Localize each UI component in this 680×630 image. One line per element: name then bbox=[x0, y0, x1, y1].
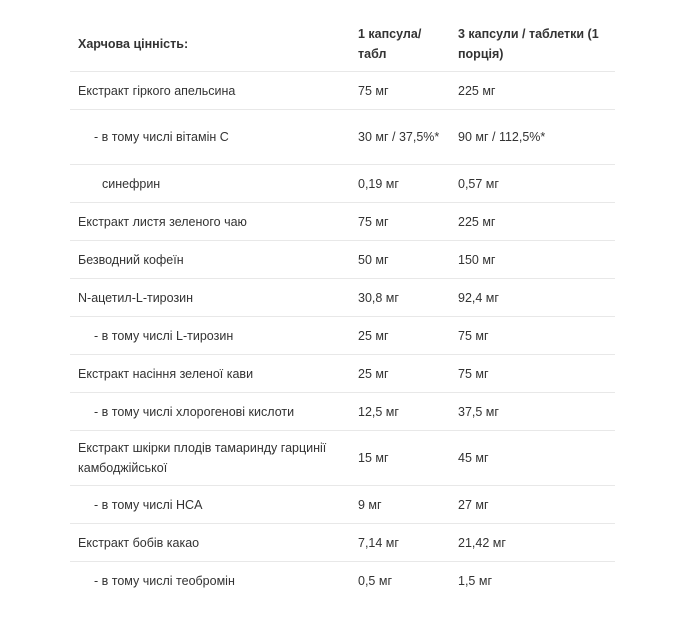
amount-one: 0,19 мг bbox=[350, 165, 450, 203]
amount-one: 50 мг bbox=[350, 241, 450, 279]
amount-one: 75 мг bbox=[350, 72, 450, 110]
header-one-capsule: 1 капсула/ табл bbox=[350, 17, 450, 72]
ingredient-name: Екстракт листя зеленого чаю bbox=[70, 203, 350, 241]
amount-one: 75 мг bbox=[350, 203, 450, 241]
amount-three: 21,42 мг bbox=[450, 524, 615, 562]
table-header-row bbox=[70, 17, 615, 72]
table-row bbox=[70, 486, 615, 524]
table-row bbox=[70, 72, 615, 110]
amount-one: 7,14 мг bbox=[350, 524, 450, 562]
table-row bbox=[70, 203, 615, 241]
ingredient-name: - в тому числі хлорогенові кислоти bbox=[70, 393, 350, 431]
ingredient-name: Екстракт бобів какао bbox=[70, 524, 350, 562]
table-row bbox=[70, 524, 615, 562]
table-row bbox=[70, 355, 615, 393]
amount-one: 9 мг bbox=[350, 486, 450, 524]
amount-three: 225 мг bbox=[450, 72, 615, 110]
table-row bbox=[70, 317, 615, 355]
amount-three: 75 мг bbox=[450, 355, 615, 393]
table-row bbox=[70, 562, 615, 600]
table-row bbox=[70, 431, 615, 486]
amount-one: 25 мг bbox=[350, 355, 450, 393]
ingredient-name: Екстракт гіркого апельсина bbox=[70, 72, 350, 110]
ingredient-name: Екстракт насіння зеленої кави bbox=[70, 355, 350, 393]
table-row bbox=[70, 279, 615, 317]
amount-three: 45 мг bbox=[450, 431, 615, 486]
ingredient-name: - в тому числі вітамін C bbox=[70, 110, 350, 165]
amount-one: 30 мг / 37,5%* bbox=[350, 110, 450, 165]
ingredient-name: N-ацетил-L-тирозин bbox=[70, 279, 350, 317]
amount-three: 0,57 мг bbox=[450, 165, 615, 203]
table-row bbox=[70, 165, 615, 203]
amount-three: 75 мг bbox=[450, 317, 615, 355]
table-row bbox=[70, 393, 615, 431]
table-row bbox=[70, 110, 615, 165]
header-nutrition: Харчова цінність: bbox=[70, 17, 350, 72]
nutrition-table-container bbox=[70, 17, 615, 599]
amount-three: 150 мг bbox=[450, 241, 615, 279]
amount-three: 92,4 мг bbox=[450, 279, 615, 317]
ingredient-name: - в тому числі теобромін bbox=[94, 573, 235, 588]
amount-one: 0,5 мг bbox=[358, 573, 393, 588]
amount-three: 27 мг bbox=[450, 486, 615, 524]
amount-three: 1,5 мг bbox=[458, 573, 493, 588]
ingredient-name: Екстракт шкірки плодів тамаринду гарцинії камбоджійської bbox=[70, 431, 350, 486]
amount-one: 25 мг bbox=[350, 317, 450, 355]
table-row bbox=[70, 241, 615, 279]
ingredient-name: Безводний кофеїн bbox=[70, 241, 350, 279]
amount-one: 12,5 мг bbox=[350, 393, 450, 431]
amount-three: 225 мг bbox=[450, 203, 615, 241]
amount-one: 15 мг bbox=[350, 431, 450, 486]
amount-three: 37,5 мг bbox=[450, 393, 615, 431]
ingredient-name: синефрин bbox=[70, 165, 350, 203]
header-three-capsules: 3 капсули / таблетки (1 порція) bbox=[450, 17, 615, 72]
nutrition-table bbox=[70, 17, 615, 599]
amount-three: 90 мг / 112,5%* bbox=[450, 110, 615, 165]
amount-one: 30,8 мг bbox=[350, 279, 450, 317]
ingredient-name: - в тому числі L-тирозин bbox=[70, 317, 350, 355]
ingredient-name: - в тому числі HCA bbox=[70, 486, 350, 524]
